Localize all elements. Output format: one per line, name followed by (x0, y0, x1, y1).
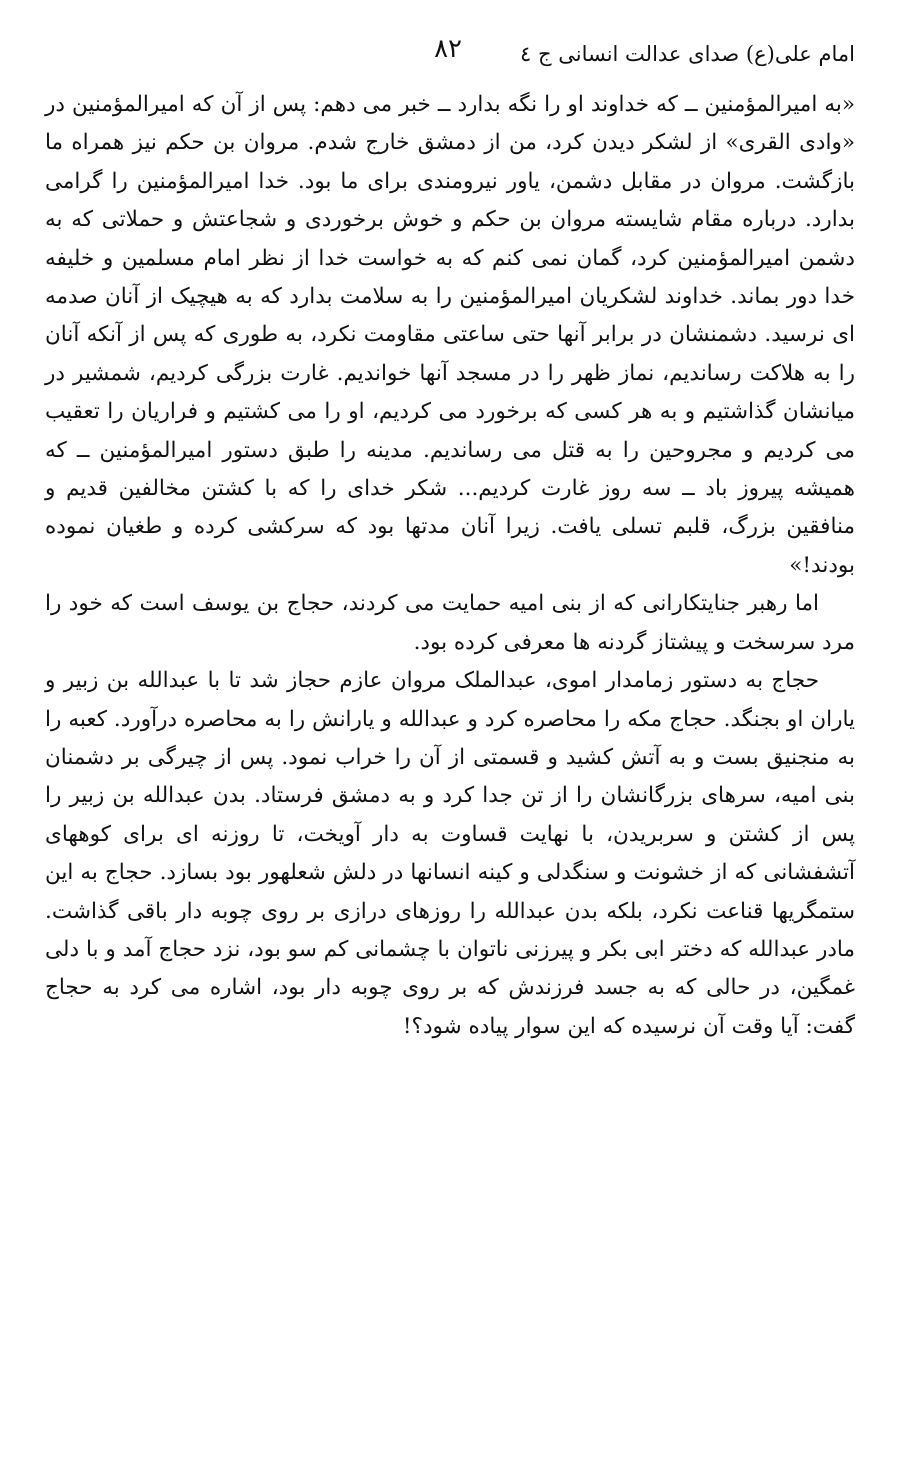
page-header (45, 34, 855, 74)
paragraph-letter-quote: «به امیرالمؤمنین ــ که خداوند او را نگه بدارد ــ خبر می دهم: پس از آن که امیرالمؤمنین در «وادی القری» از لشکر دیدن کرد، من از دمشق خارج شدم. مروان بن حکم نیز همراه ما بازگشت. مروان در مقابل دشمن، یاور نیرومندی برای ما بود. خدا امیرالمؤمنین را گرامی بدارد. درباره مقام شایسته مروان بن حکم و خوش برخوردی و شجاعتش و حملاتی که به دشمن امیرالمؤمنین کرد، گمان نمی کنم که به خواست خدا از نظر امام مسلمین و خلیفه خدا دور بماند. خداوند لشکریان امیرالمؤمنین را به سلامت بدارد که به هیچیک از آنان صدمه ای نرسید. دشمنشان در برابر آنها حتی ساعتی مقاومت نکرد، به طوری که پس از آنکه آنان را به هلاکت رساندیم، نماز ظهر را در مسجد آنها خواندیم. غارت بزرگی کردیم، شمشیر در میانشان گذاشتیم و به هر کسی که برخورد می کردیم، او را می کشتیم و فراریان را تعقیب می کردیم و مجروحین را به قتل می رساندیم. مدینه را طبق دستور امیرالمؤمنین ــ که همیشه پیروز باد ــ سه روز غارت کردیم... شکر خدای را که با کشتن مخالفین قدیم و منافقین بزرگ، قلبم تسلی یافت. زیرا آنان مدتها بود که سرکشی کرده و طغیان نموده بودند!» (45, 92, 855, 578)
paragraph-hajjaj-intro: اما رهبر جنایتکارانی که از بنی امیه حمایت می کردند، حجاج بن یوسف است که خود را مرد سرسخت و پیشتاز گردنه ها معرفی کرده بود. (45, 591, 855, 655)
body-text (45, 86, 855, 1046)
page-number: ٨٢ (434, 34, 462, 64)
paragraph-hajjaj-mecca: حجاج به دستور زمامدار اموی، عبدالملک مروان عازم حجاز شد تا با عبدالله بن زبیر و یاران او بجنگد. حجاج مکه را محاصره کرد و عبدالله و یارانش را به محاصره درآورد. کعبه را به منجنیق بست و به آتش کشید و قسمتی از آن را خراب نمود. پس از چیرگی بر دشمنان بنی امیه، سرهای بزرگانشان را از تن جدا کرد و به دمشق فرستاد. بدن عبدالله بن زبیر را پس از کشتن و سربریدن، با نهایت قساوت به دار آویخت، تا روزنه ای برای کوههای آتشفشانی که از خشونت و سنگدلی و کینه انسانها در دلش شعلهور بود بسازد. حجاج به این ستمگریها قناعت نکرد، بلکه بدن عبدالله را روزهای درازی بر روی چوبه دار باقی گذاشت. مادر عبدالله که دختر ابی بکر و پیرزنی ناتوان با چشمانی کم سو بود، نزد حجاج آمد و با دلی غمگین، در حالی که به جسد فرزندش که بر روی چوبه دار بود، اشاره می کرد به حجاج گفت: آیا وقت آن نرسیده که این سوار پیاده شود؟! (45, 668, 855, 1039)
running-title: امام علی(ع) صدای عدالت انسانی ج ٤ (520, 42, 855, 66)
